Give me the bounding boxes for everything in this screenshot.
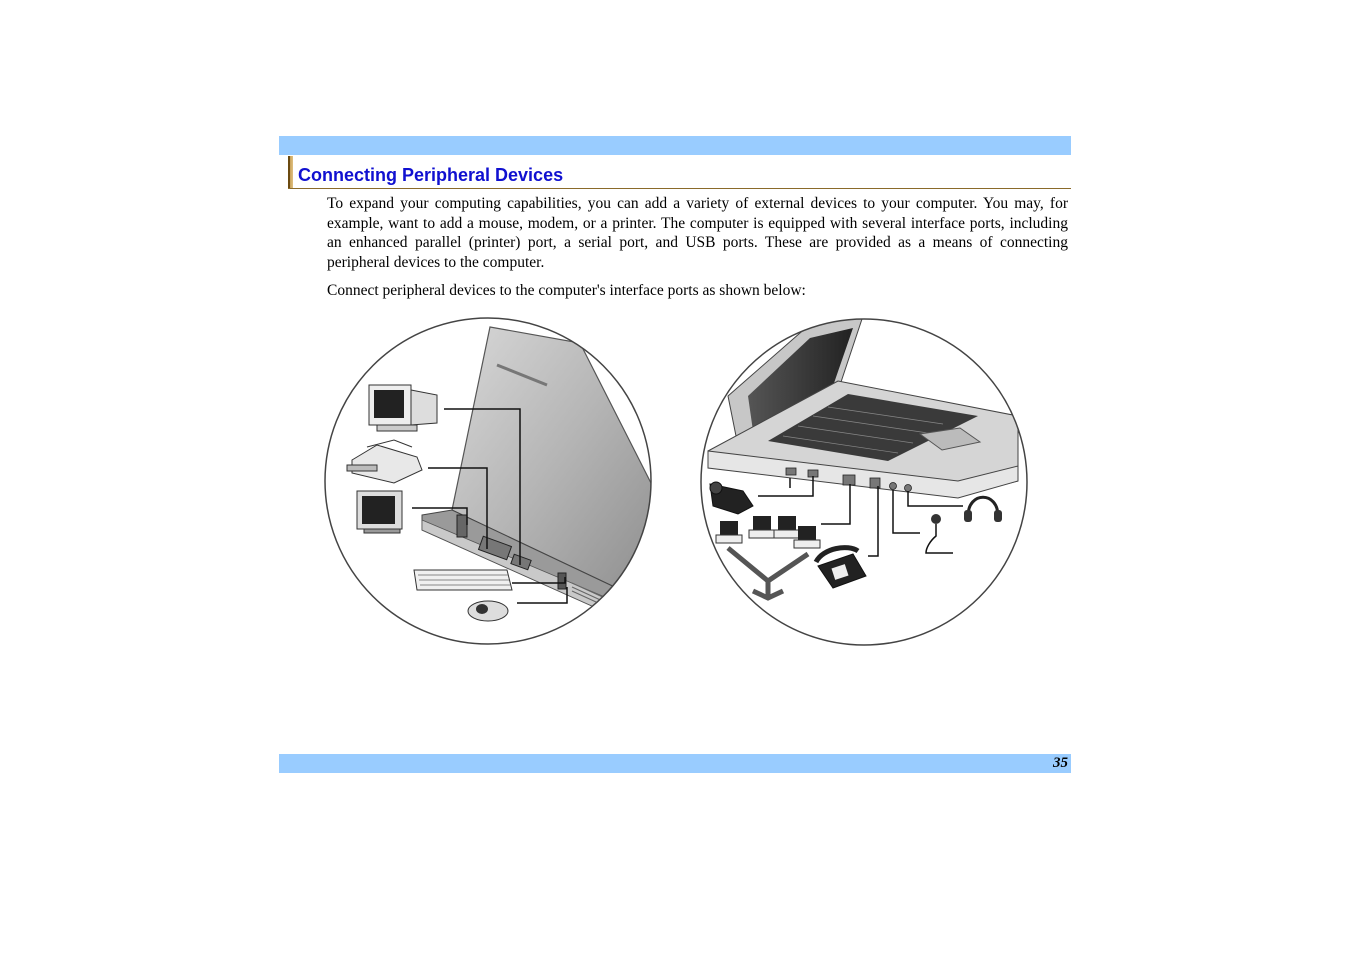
camcorder-icon <box>710 482 753 514</box>
headphones-icon <box>964 497 1002 522</box>
heading-accent-mark <box>288 156 293 188</box>
header-bar <box>279 136 1071 155</box>
monitor-icon <box>369 385 437 431</box>
microphone-icon <box>926 514 953 553</box>
back-ports-illustration <box>322 315 654 647</box>
tv-icon <box>357 491 402 533</box>
page-number: 35 <box>1053 755 1068 771</box>
keyboard-icon <box>414 570 512 590</box>
side-ports-illustration <box>698 316 1030 648</box>
printer-icon <box>347 440 422 483</box>
instruction-paragraph: Connect peripheral devices to the computer's interface ports as shown below: <box>327 282 806 299</box>
network-computers-icon <box>716 516 820 598</box>
mouse-icon <box>468 601 508 621</box>
section-heading <box>288 155 1071 189</box>
section-title: Connecting Peripheral Devices <box>298 165 564 185</box>
footer-bar <box>279 754 1071 773</box>
telephone-icon <box>816 548 866 588</box>
intro-paragraph: To expand your computing capabilities, you can add a variety of external devices to your computer. You may, for example, want to add a mouse, modem, or a printer. The computer is equipped with several interface ports, including an enhanced parallel (printer) port, a serial port, and USB ports. These are provided as a means of connecting peripheral devices to the computer. <box>327 195 1068 271</box>
